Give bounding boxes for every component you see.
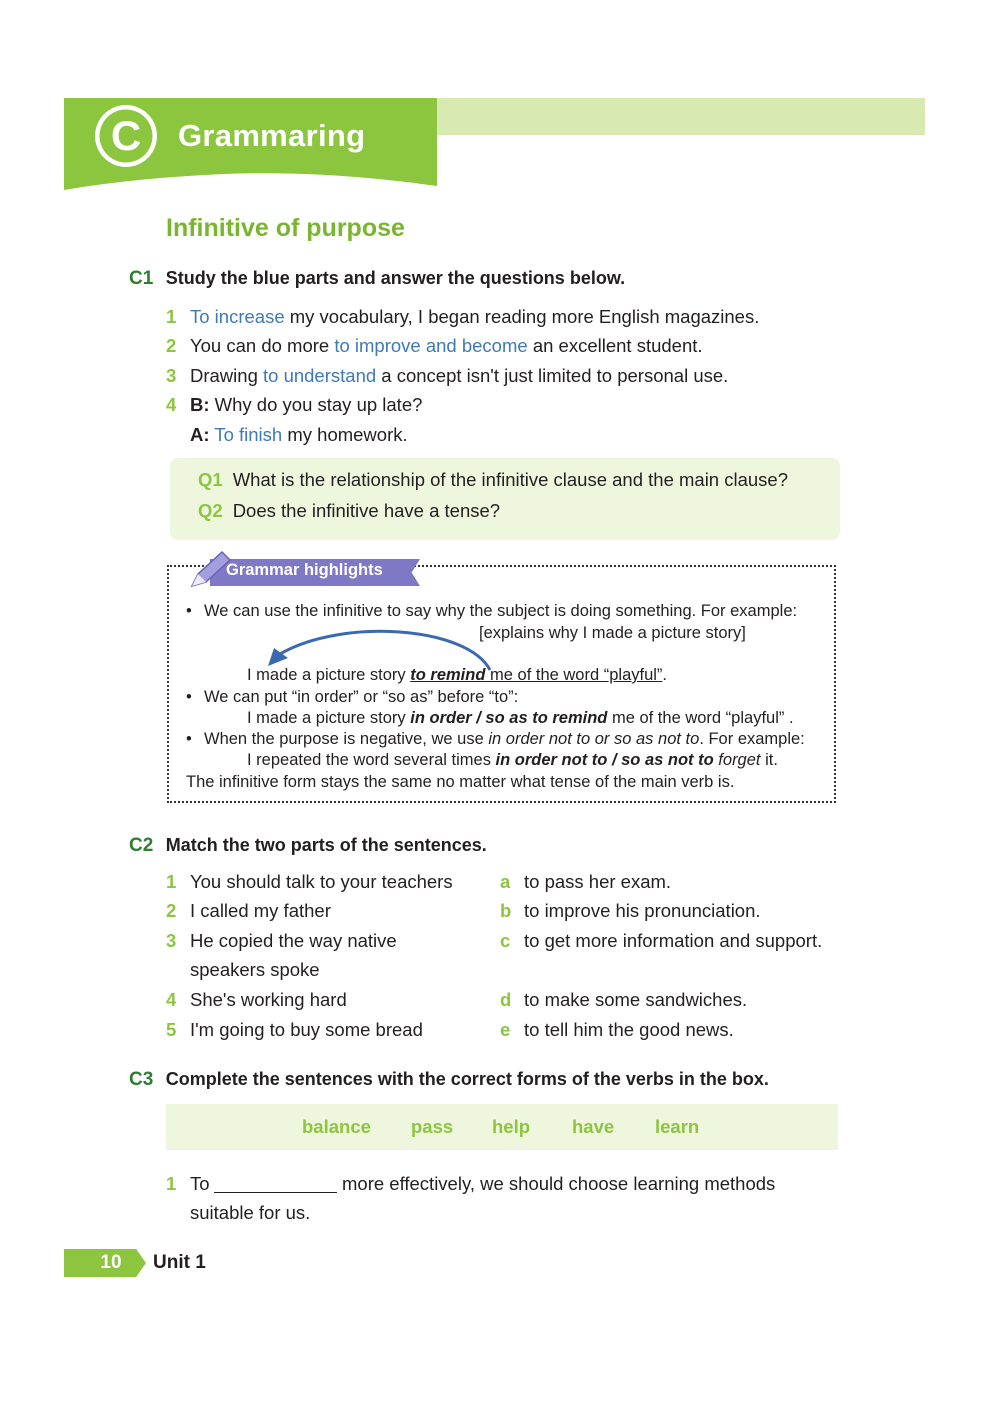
c2-left-2: 2 I called my father xyxy=(166,900,331,921)
curved-arrow-icon xyxy=(262,622,498,672)
gh-example-2: I made a picture story in order / so as to remind me of the word “playful” . xyxy=(247,709,794,727)
gh-bullet-2: • We can put “in order” or “so as” before “to”: xyxy=(186,688,519,706)
c1-item-4-answer: A: To finish my homework. xyxy=(190,424,408,445)
c3-item-1-cont: suitable for us. xyxy=(190,1202,311,1223)
c2-left-4: 4 She's working hard xyxy=(166,989,347,1010)
gh-note: [explains why I made a picture story] xyxy=(479,624,746,642)
header-banner-strip xyxy=(436,98,925,135)
page-number: 10 xyxy=(100,1252,122,1273)
gh-example-1: I made a picture story to remind me of the word “playful”. xyxy=(247,666,668,684)
section-letter: C xyxy=(110,112,142,159)
gh-example-3: I repeated the word several times in order not to / so as not to forget it. xyxy=(247,751,778,769)
c2-right-d: d to make some sandwiches. xyxy=(500,989,748,1010)
unit-label: Unit 1 xyxy=(153,1252,206,1273)
c2-right-c: c to get more information and support. xyxy=(500,930,823,951)
c2-left-1: 1 You should talk to your teachers xyxy=(166,871,453,892)
word-pass: pass xyxy=(411,1116,454,1137)
c1-item-1: 1 To increase my vocabulary, I began reading more English magazines. xyxy=(166,306,760,327)
answer-blank[interactable] xyxy=(214,1192,337,1193)
topic-heading: Infinitive of purpose xyxy=(166,214,405,242)
word-balance: balance xyxy=(302,1116,371,1137)
c2-left-3: 3 He copied the way native xyxy=(166,930,397,951)
question-q2: Q2 Does the infinitive have a tense? xyxy=(198,500,501,521)
word-help: help xyxy=(492,1116,531,1137)
c2-left-3-cont: speakers spoke xyxy=(190,959,320,980)
c2-left-5: 5 I'm going to buy some bread xyxy=(166,1019,423,1040)
c3-item-1-rest: more effectively, we should choose learning methods xyxy=(342,1173,776,1194)
c2-right-e: e to tell him the good news. xyxy=(500,1019,734,1040)
gh-summary: The infinitive form stays the same no matter what tense of the main verb is. xyxy=(186,773,735,791)
section-title: Grammaring xyxy=(178,118,366,153)
word-have: have xyxy=(572,1116,615,1137)
task-c2-heading: C2 Match the two parts of the sentences. xyxy=(129,835,487,856)
c1-item-3: 3 Drawing to understand a concept isn't just limited to personal use. xyxy=(166,365,729,386)
c2-right-a: a to pass her exam. xyxy=(500,871,672,892)
word-learn: learn xyxy=(655,1116,700,1137)
task-c3-heading: C3 Complete the sentences with the correct forms of the verbs in the box. xyxy=(129,1069,769,1090)
question-q1: Q1 What is the relationship of the infinitive clause and the main clause? xyxy=(198,469,789,490)
c1-item-2: 2 You can do more to improve and become an excellent student. xyxy=(166,335,703,356)
task-c1-heading: C1 Study the blue parts and answer the questions below. xyxy=(129,268,626,289)
c3-item-1: 1 To xyxy=(166,1173,210,1194)
gh-bullet-3: • When the purpose is negative, we use in order not to or so as not to. For example: xyxy=(186,730,805,748)
gh-bullet-1: • We can use the infinitive to say why the subject is doing something. For example: xyxy=(186,602,798,620)
grammar-highlights-title: Grammar highlights xyxy=(226,561,383,579)
c2-right-b: b to improve his pronunciation. xyxy=(500,900,761,921)
c1-item-4: 4 B: Why do you stay up late? xyxy=(166,394,423,415)
